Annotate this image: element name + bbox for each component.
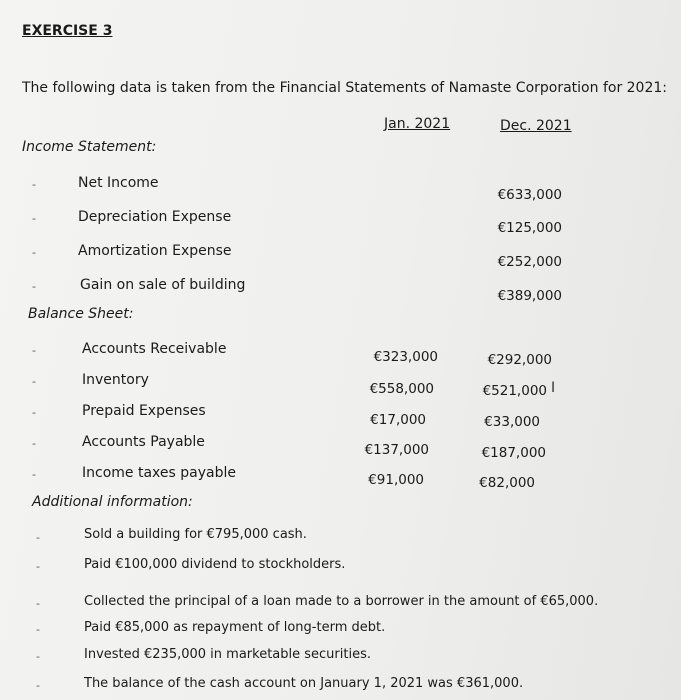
income-statement-heading: Income Statement: — [22, 139, 157, 155]
intro-text: The following data is taken from the Financial Statements of Namaste Corporation for 2021: — [22, 80, 667, 96]
income-row-dec-value: €389,000 — [497, 288, 562, 304]
balance-row-dec-value: €187,000 — [481, 445, 546, 461]
additional-info-item: The balance of the cash account on January 1, 2021 was €361,000. — [84, 676, 524, 691]
balance-sheet-heading: Balance Sheet: — [28, 306, 134, 322]
balance-row-label: Accounts Payable — [82, 434, 205, 450]
bullet-dash: - — [36, 560, 40, 573]
income-row-dec-value: €633,000 — [497, 187, 562, 203]
income-row-label: Gain on sale of building — [80, 277, 246, 293]
additional-info-heading: Additional information: — [32, 494, 193, 510]
bullet-dash: - — [36, 597, 40, 610]
balance-row-jan-value: €137,000 — [364, 442, 429, 458]
additional-info-item: Paid €85,000 as repayment of long-term debt. — [84, 620, 386, 635]
balance-row-label: Income taxes payable — [82, 465, 236, 481]
balance-row-label: Inventory — [82, 372, 149, 388]
income-row-label: Depreciation Expense — [78, 209, 232, 225]
balance-row-dec-value: €33,000 — [484, 414, 540, 430]
balance-row-dec-value: €292,000 — [487, 352, 552, 368]
additional-info-item: Collected the principal of a loan made to a borrower in the amount of €65,000. — [84, 594, 599, 609]
bullet-dash: - — [32, 212, 36, 225]
income-row-dec-value: €252,000 — [497, 254, 562, 270]
balance-row-dec-value: €521,000 — [482, 383, 547, 399]
text-cursor-icon: I — [551, 380, 556, 396]
balance-row-jan-value: €323,000 — [373, 349, 438, 365]
balance-row-label: Accounts Receivable — [82, 341, 227, 357]
balance-row-dec-value: €82,000 — [479, 475, 535, 491]
income-row-label: Net Income — [78, 175, 159, 191]
bullet-dash: - — [32, 246, 36, 259]
additional-info-item: Sold a building for €795,000 cash. — [84, 527, 307, 542]
bullet-dash: - — [32, 468, 36, 481]
balance-row-jan-value: €17,000 — [370, 412, 426, 428]
bullet-dash: - — [36, 679, 40, 692]
bullet-dash: - — [32, 406, 36, 419]
balance-row-label: Prepaid Expenses — [82, 403, 206, 419]
bullet-dash: - — [32, 280, 36, 293]
column-header-dec: Dec. 2021 — [500, 118, 572, 134]
exercise-title: EXERCISE 3 — [22, 23, 113, 39]
additional-info-item: Invested €235,000 in marketable securities. — [84, 647, 371, 662]
bullet-dash: - — [32, 344, 36, 357]
additional-info-item: Paid €100,000 dividend to stockholders. — [84, 557, 346, 572]
bullet-dash: - — [32, 178, 36, 191]
balance-row-jan-value: €558,000 — [369, 381, 434, 397]
balance-row-jan-value: €91,000 — [368, 472, 424, 488]
income-row-label: Amortization Expense — [78, 243, 232, 259]
income-row-dec-value: €125,000 — [497, 220, 562, 236]
bullet-dash: - — [32, 437, 36, 450]
column-header-jan: Jan. 2021 — [384, 116, 451, 132]
bullet-dash: - — [36, 650, 40, 663]
bullet-dash: - — [32, 375, 36, 388]
bullet-dash: - — [36, 623, 40, 636]
bullet-dash: - — [36, 531, 40, 544]
